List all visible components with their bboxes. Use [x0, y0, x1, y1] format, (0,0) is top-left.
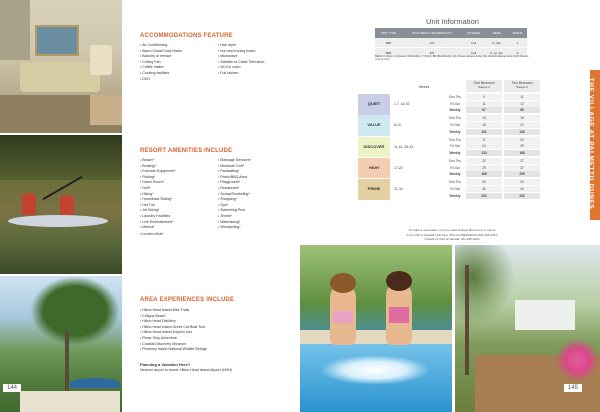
table-cell: 4/4	[402, 38, 462, 48]
list-item: • Ceiling Fan	[140, 60, 215, 66]
two-bedroom-points: 22	[504, 122, 540, 128]
reservation-line-3: Outside of USA & Canada: 321-205-2003	[424, 237, 480, 242]
list-item: • Beach*	[140, 158, 215, 164]
table-cell: 2	[508, 48, 527, 58]
day-type: Fri-Sat	[450, 144, 460, 149]
list-item: • Spa*	[218, 203, 298, 209]
amenities-list-col1	[140, 158, 215, 231]
list-item: • Cooking facilities	[140, 71, 215, 77]
list-item: • Golf*	[140, 186, 215, 192]
one-bedroom-points: 29	[466, 165, 502, 171]
season-block	[358, 115, 540, 136]
list-item: • Restaurant*	[218, 186, 298, 192]
one-bedroom-points: 17	[466, 137, 502, 143]
list-item: • Hilton Head Island Bike Trails	[140, 308, 290, 314]
season-weeks: 21-34	[394, 187, 403, 192]
list-item: • Microwave	[218, 54, 298, 60]
list-item: • Game Room*	[140, 180, 215, 186]
season-weeks: 8-10	[394, 123, 401, 128]
accommodations-list-col2	[218, 43, 298, 77]
page-number-left: 144	[3, 384, 21, 392]
table-row	[375, 38, 527, 48]
reservation-line-2: in the USA & Canada (Toll-free): 844-CLUBEXPERIA (844-258-2397)	[406, 232, 498, 237]
two-bedroom-points: 85	[504, 107, 540, 113]
season-name: HIGH	[358, 158, 390, 179]
season-weeks: 17-20	[394, 165, 403, 170]
day-type: Sun-Thu	[448, 180, 462, 185]
table-header-row	[375, 28, 527, 38]
two-bedroom-points: 209	[504, 171, 540, 177]
list-item: • Boating*	[140, 164, 215, 170]
table-cell: 6/6	[402, 48, 462, 58]
list-item: • Picnic/BBQ Area	[218, 175, 298, 181]
two-bedroom-points: 16	[504, 115, 540, 121]
accommodations-list-col1	[140, 43, 215, 82]
planning-title: Planning a Vacation Here?	[140, 362, 191, 367]
one-bedroom-points: 26	[466, 179, 502, 185]
one-bedroom-header	[466, 80, 502, 92]
day-type: Weekly	[449, 150, 461, 155]
reservation-line-1: To make a reservation, log in to www.clubwyndham.com or call us	[408, 228, 496, 232]
unit-info-note: BEDS: K (King), Q (Queen), D (Double), T (Twin), BB (Bunk Beds), Q/L (Queen sleeper sofa), D/L (Double sleeper sofa), Q/M (Queen murphy bed)	[375, 55, 529, 62]
list-item: • Massage Services*	[218, 158, 298, 164]
list-item: • Hair dryer	[218, 43, 298, 49]
amenities-list-col2	[218, 158, 298, 231]
list-item: • Pinckney Island National Wildlife Refuge	[140, 347, 290, 353]
area-experiences-list	[140, 308, 290, 353]
season-name: DISCOVER	[358, 137, 390, 158]
list-item: • Live Entertainment*	[140, 220, 215, 226]
table-cell: K, Q, Q/L	[486, 48, 509, 58]
list-item: • Hiking*	[140, 192, 215, 198]
list-item: • Tennis*	[218, 214, 298, 220]
day-type: Sun-Thu	[448, 95, 462, 99]
list-item: • Windsurfing*	[218, 225, 298, 231]
one-bedroom-points: 67	[466, 107, 502, 113]
list-item: • Laundry Facilities	[140, 214, 215, 220]
one-bedroom-points: 13	[466, 115, 502, 121]
list-item: • Coligny Beach	[140, 314, 290, 320]
list-item: • Exercise Equipment*	[140, 169, 215, 175]
table-cell: Full	[462, 38, 486, 48]
header-cell: OCCUPANCY MAX/PRIVACY	[402, 28, 462, 38]
two-bedroom-points: 22	[504, 137, 540, 143]
one-bedroom-points: 203	[466, 193, 502, 199]
list-item: • Satellite or Cable Television	[218, 60, 298, 66]
list-item: • Scuba/Snorkeling*	[218, 192, 298, 198]
two-bedroom-points: 126	[504, 129, 540, 135]
header-cell: UNIT TYPE	[375, 28, 402, 38]
season-name: QUIET	[358, 94, 390, 115]
list-item: • Full kitchen	[218, 71, 298, 77]
list-item: • Fishing*	[140, 175, 215, 181]
unit-info-title: Unit Information	[426, 17, 479, 26]
one-bedroom-points: 9	[466, 94, 502, 100]
list-item: • Air Conditioning	[140, 43, 215, 49]
day-type: Fri-Sat	[450, 165, 460, 170]
two-bedroom-points: 253	[504, 193, 540, 199]
list-item: • Iron and ironing board	[218, 49, 298, 55]
header-cell: KITCHEN	[462, 28, 486, 38]
two-bedroom-points: 168	[504, 150, 540, 156]
day-type: Sun-Thu	[448, 158, 462, 163]
two-bedroom-points: 44	[504, 186, 540, 192]
list-item: • Marina*	[140, 225, 215, 231]
two-bedroom-header	[504, 80, 540, 92]
day-type: Weekly	[449, 193, 461, 198]
season-block	[358, 94, 540, 115]
list-item: • Pirate Ship Adventure	[140, 336, 290, 342]
season-block	[358, 179, 540, 200]
one-bedroom-points: 11	[466, 101, 502, 107]
header-cell: BATHS	[508, 28, 527, 38]
list-item: • Playground*	[218, 180, 298, 186]
two-bedroom-label: Two Bedroom	[511, 81, 533, 85]
table-cell: K, Q/L	[486, 38, 509, 48]
season-weeks: 1-7, 44-52	[394, 102, 410, 106]
list-item: • Miniature Golf*	[218, 164, 298, 170]
page-number-right: 145	[564, 384, 582, 392]
day-type: Weekly	[449, 129, 461, 134]
day-type: Fri-Sat	[450, 101, 460, 106]
header-cell: BEDS	[486, 28, 509, 38]
season-name: VALUE	[358, 115, 390, 136]
list-item: • Coastal Discovery Museum	[140, 342, 290, 348]
kayaking-photo	[0, 135, 122, 274]
list-item: • Swimming Pool	[218, 208, 298, 214]
weeks-header: Weeks	[418, 85, 430, 89]
table-cell: 1BR	[375, 38, 402, 48]
day-type: Fri-Sat	[450, 186, 460, 191]
accommodations-title: ACCOMMODATIONS FEATURE	[140, 33, 233, 39]
two-bedroom-points: 27	[504, 158, 540, 164]
table-cell: 2BR	[375, 48, 402, 58]
list-item: • Shopping*	[218, 197, 298, 203]
day-type: Fri-Sat	[450, 122, 460, 127]
day-type: Sun-Thu	[448, 116, 462, 121]
list-item: • Alarm Clock/Clock Radio	[140, 49, 215, 55]
two-bedroom-points: 33	[504, 179, 540, 185]
list-item: • Waterskiing*	[218, 220, 298, 226]
season-table	[358, 80, 540, 198]
kids-pool-photo	[300, 245, 452, 412]
one-bedroom-points: 22	[466, 158, 502, 164]
list-item: • Hot Tub	[140, 203, 215, 209]
one-bedroom-points: 133	[466, 150, 502, 156]
two-bedroom-points: 13	[504, 101, 540, 107]
one-bedroom-points: 168	[466, 171, 502, 177]
two-bedroom-points: 11	[504, 94, 540, 100]
planning-text: Nearest airport to resort: Hilton Head Island Airport (HHH)	[140, 368, 232, 372]
two-bedroom-points: 29	[504, 143, 540, 149]
list-item: • Parasailing*	[218, 169, 298, 175]
unit-info-table	[375, 28, 527, 58]
season-block	[358, 158, 540, 179]
one-bedroom-points: 36	[466, 186, 502, 192]
list-item: • Hilton Head Distillery	[140, 319, 290, 325]
table-cell: Full	[462, 48, 486, 58]
one-bedroom-points: 101	[466, 129, 502, 135]
season-weeks: 11-16, 35-43	[394, 144, 413, 149]
one-bedroom-points: 15	[466, 122, 502, 128]
day-type: Sun-Thu	[448, 137, 462, 142]
day-type: Weekly	[449, 172, 461, 177]
resort-vertical-title: THE VILLAGE AT PALMETTO DUNES	[587, 77, 595, 210]
reservation-info	[362, 228, 542, 242]
table-cell: 1	[508, 38, 527, 48]
season-block	[358, 137, 540, 158]
one-bedroom-points: 24	[466, 143, 502, 149]
two-bedroom-points: 37	[504, 165, 540, 171]
two-bedroom-sleeps: Sleeps 6	[516, 85, 528, 89]
list-item: • Hilton Head Island Greek Cat Boat Tour	[140, 325, 290, 331]
season-name: PRIME	[358, 179, 390, 200]
area-experiences-title: AREA EXPERIENCES INCLUDE	[140, 297, 235, 303]
one-bedroom-sleeps: Sleeps 4	[478, 85, 490, 89]
resort-amenities-title: RESORT AMENITIES INCLUDE	[140, 148, 233, 154]
list-item: • Balcony or terrace	[140, 54, 215, 60]
list-item: • Hilton Head Island Dolphin tour	[140, 330, 290, 336]
one-bedroom-label: One Bedroom	[473, 81, 495, 85]
list-item: • Wi-fi in room	[218, 65, 298, 71]
day-type: Weekly	[449, 108, 461, 113]
list-item: • Horseback Riding*	[140, 197, 215, 203]
list-item: • DVD	[140, 77, 215, 83]
amenities-footnote: *Located offsite	[140, 232, 164, 236]
living-room-photo	[0, 0, 122, 133]
list-item: • Jet Skiing*	[140, 208, 215, 214]
list-item: • Coffee maker	[140, 65, 215, 71]
